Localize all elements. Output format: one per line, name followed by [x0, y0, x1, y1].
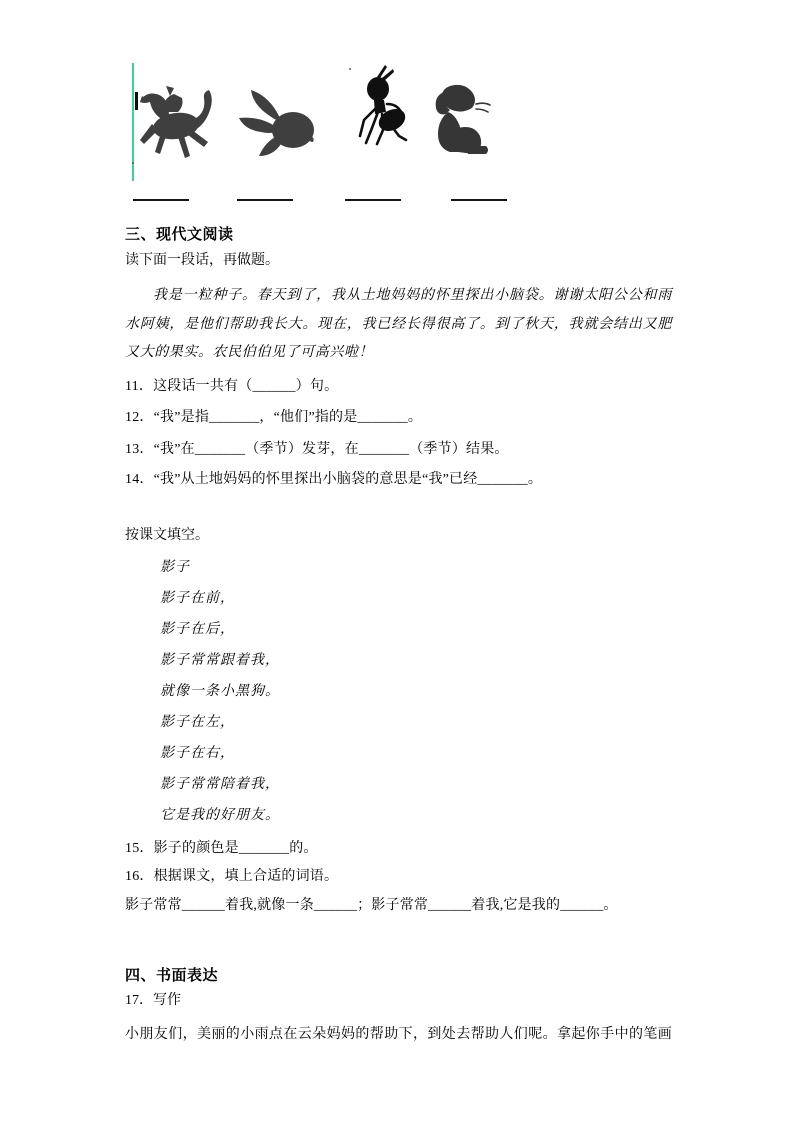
question-14: 14．“我”从土地妈妈的怀里探出小脑袋的意思是“我”已经_______。	[125, 472, 543, 487]
poem-line: 影子在左，	[160, 715, 235, 730]
goldfish-icon	[235, 86, 317, 160]
answer-blank	[133, 199, 189, 201]
fill-in-prompt: 按课文填空。	[125, 528, 209, 543]
poem-line: 它是我的好朋友。	[160, 808, 280, 823]
question-16: 16．根据课文，填上合适的词语。	[125, 869, 339, 884]
poem-line: 影子常常陪着我，	[160, 777, 280, 792]
question-16-answer-line: 影子常常______着我,就像一条______；影子常常______着我,它是我的______。	[125, 898, 618, 913]
dog-icon	[428, 84, 492, 160]
question-12: 12．“我”是指_______，“他们”指的是_______。	[125, 410, 423, 425]
reading-passage: 我是一粒种子。春天到了，我从土地妈妈的怀里探出小脑袋。谢谢太阳公公和雨水阿姨，是他们帮助我长大。现在，我已经长得很高了。到了秋天，我就会结出又肥又大的果实。农民伯伯见了可高兴啦！	[125, 288, 672, 360]
answer-blank	[345, 199, 401, 201]
question-13: 13．“我”在_______（季节）发芽，在_______（季节）结果。	[125, 442, 509, 457]
writing-prompt: 小朋友们，美丽的小雨点在云朵妈妈的帮助下，到处去帮助人们呢。拿起你手中的笔画	[125, 1027, 673, 1042]
question-11: 11．这段话一共有（______）句。	[125, 379, 339, 394]
horse-icon	[134, 78, 216, 166]
section-3-heading: 三、现代文阅读	[125, 226, 234, 243]
answer-blank	[237, 199, 293, 201]
question-15: 15．影子的颜色是_______的。	[125, 841, 318, 856]
answer-blank	[451, 199, 507, 201]
poem-line: 影子在前，	[160, 591, 235, 606]
question-17: 17．写作	[125, 993, 181, 1008]
ant-icon	[349, 64, 409, 150]
poem-title: 影子	[160, 560, 190, 575]
poem-line: 影子常常跟着我，	[160, 653, 280, 668]
section-4-heading: 四、书面表达	[125, 967, 219, 984]
poem-line: 影子在后，	[160, 622, 235, 637]
poem-shadow	[160, 556, 280, 835]
poem-line: 就像一条小黑狗。	[160, 684, 280, 699]
reading-instruction: 读下面一段话，再做题。	[125, 253, 279, 268]
poem-line: 影子在右，	[160, 746, 235, 761]
